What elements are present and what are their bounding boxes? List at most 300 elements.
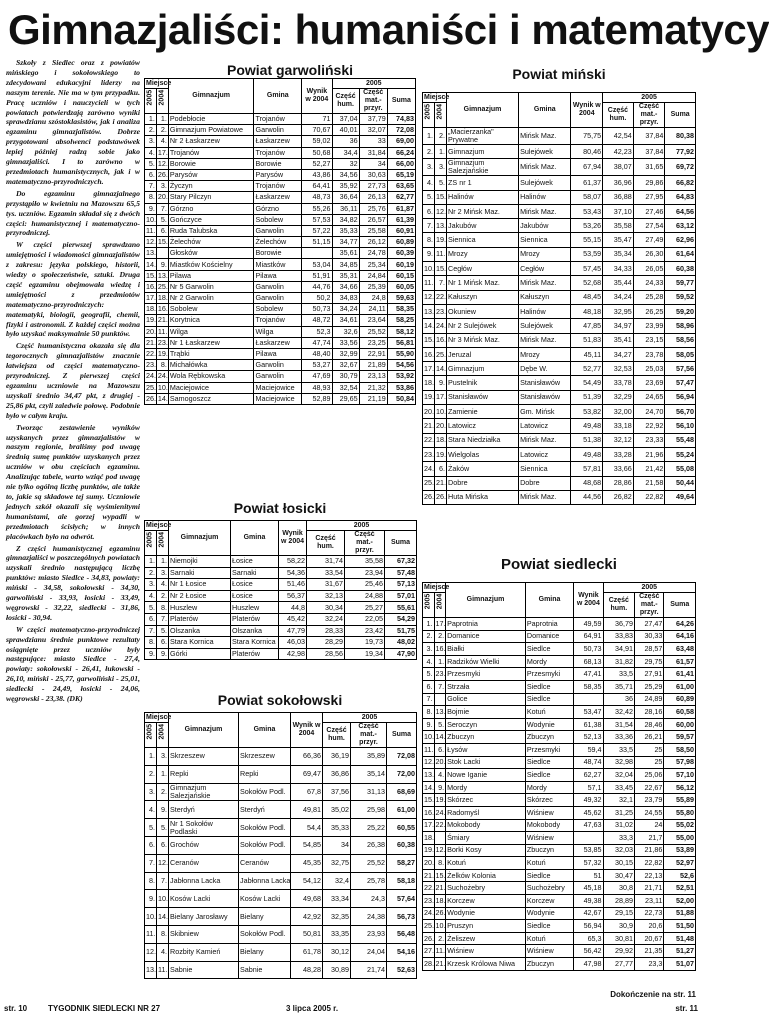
table-row bbox=[423, 706, 696, 719]
cell-score-2004: 57,53 bbox=[302, 214, 332, 225]
table-row bbox=[145, 125, 416, 136]
cell-school-name: Trojanów bbox=[168, 147, 254, 158]
cell-score-hum: 36,88 bbox=[603, 190, 634, 204]
cell-rank-2005: 25. bbox=[423, 920, 435, 933]
cell-score-hum: 34,77 bbox=[332, 237, 359, 248]
section-title: Powiat garwoliński bbox=[226, 62, 354, 78]
cell-school-name: Śmiary bbox=[446, 832, 526, 845]
cell-score-sum: 60,15 bbox=[387, 270, 415, 281]
table-row bbox=[423, 304, 696, 318]
cell-rank-2005: 6. bbox=[145, 836, 157, 854]
cell-rank-2004: 1. bbox=[156, 114, 168, 125]
table-row bbox=[423, 819, 696, 832]
table-row bbox=[145, 136, 416, 147]
cell-score-mat: 24,38 bbox=[351, 908, 387, 926]
cell-score-sum: 64,16 bbox=[664, 630, 696, 643]
cell-score-sum: 61,39 bbox=[387, 214, 415, 225]
cell-school-name: Nr 2 Mińsk Maz. bbox=[447, 204, 519, 218]
cell-rank-2004: 11. bbox=[435, 247, 447, 261]
cell-score-2004: 53,85 bbox=[574, 844, 603, 857]
cell-score-sum: 58,56 bbox=[665, 333, 696, 347]
cell-score-sum: 55,90 bbox=[387, 348, 415, 359]
table-row bbox=[145, 819, 417, 837]
cell-school-name: Bojmie bbox=[446, 706, 526, 719]
cell-score-sum: 56,12 bbox=[664, 781, 696, 794]
header-gimnazjum: Gimnazjum bbox=[168, 79, 254, 114]
table-row bbox=[423, 204, 696, 218]
cell-score-2004: 66,36 bbox=[291, 748, 323, 766]
cell-score-2004: 47,69 bbox=[302, 371, 332, 382]
cell-gmina: Mrozy bbox=[519, 247, 571, 261]
table-row bbox=[145, 237, 416, 248]
cell-score-hum: 32,67 bbox=[332, 360, 359, 371]
cell-score-mat: 25,03 bbox=[633, 362, 665, 376]
cell-score-hum: 29,15 bbox=[603, 907, 634, 920]
header-miejsce: Miejsce bbox=[424, 93, 450, 101]
cell-score-hum: 32,95 bbox=[603, 304, 634, 318]
cell-score-hum: 36,96 bbox=[603, 176, 634, 190]
cell-score-mat: 21,19 bbox=[359, 393, 387, 404]
cell-rank-2004 bbox=[156, 248, 168, 259]
cell-score-hum: 34,66 bbox=[332, 281, 359, 292]
cell-score-sum: 61,00 bbox=[664, 680, 696, 693]
header-suma: Suma bbox=[385, 531, 417, 556]
cell-score-2004: 47,63 bbox=[574, 819, 603, 832]
cell-score-hum: 35,61 bbox=[332, 248, 359, 259]
cell-score-mat: 22,67 bbox=[635, 781, 664, 794]
cell-score-mat: 24,65 bbox=[633, 390, 665, 404]
table-row bbox=[423, 693, 696, 706]
table-row bbox=[423, 769, 696, 782]
cell-rank-2004: 19. bbox=[157, 349, 168, 359]
cell-score-sum: 59,63 bbox=[387, 293, 415, 304]
cell-rank-2004: 18. bbox=[157, 293, 168, 303]
cell-rank-2004: 14. bbox=[157, 908, 169, 926]
cell-rank-2004: 19. bbox=[434, 794, 446, 807]
cell-rank-2005: 18. bbox=[423, 832, 435, 845]
cell-score-2004: 71 bbox=[302, 114, 332, 125]
cell-rank-2005: 8. bbox=[145, 192, 157, 203]
table-row bbox=[145, 925, 417, 943]
cell-rank-2004: 3. bbox=[157, 567, 169, 579]
cell-school-name: Radzików Wielki bbox=[446, 655, 526, 668]
cell-score-sum: 69,00 bbox=[387, 136, 415, 147]
cell-rank-2005: 23. bbox=[423, 447, 435, 461]
cell-score-mat: 29,75 bbox=[635, 655, 664, 668]
cell-gmina: Trojanów bbox=[254, 114, 302, 125]
cell-score-mat: 25,78 bbox=[351, 872, 387, 890]
cell-rank-2005: 17. bbox=[423, 362, 435, 376]
cell-score-2004: 48,18 bbox=[571, 304, 603, 318]
cell-gmina: Sokołów Podl. bbox=[239, 836, 291, 854]
cell-score-mat: 26,38 bbox=[351, 836, 387, 854]
cell-rank-2004: 13. bbox=[157, 270, 168, 280]
cell-score-sum: 66,82 bbox=[665, 176, 696, 190]
cell-rank-2005: 6. bbox=[145, 169, 157, 180]
cell-rank-2004: 9. bbox=[157, 801, 169, 819]
cell-rank-2005: 2. bbox=[423, 145, 435, 159]
cell-rank-2004: 15. bbox=[157, 237, 168, 247]
cell-score-hum: 32,98 bbox=[603, 756, 634, 769]
table-body bbox=[423, 128, 696, 505]
cell-rank-2005: 25. bbox=[423, 476, 435, 490]
cell-rank-2004: 26. bbox=[434, 907, 446, 920]
table-row bbox=[423, 159, 696, 176]
table-row bbox=[145, 765, 417, 783]
cell-rank-2004: 16. bbox=[435, 333, 447, 347]
cell-score-sum: 65,19 bbox=[387, 169, 415, 180]
cell-score-mat: 23,33 bbox=[633, 433, 665, 447]
cell-rank-2004: 9. bbox=[434, 781, 446, 794]
cell-gmina: Przesmyki bbox=[525, 668, 573, 681]
cell-gmina: Platerów bbox=[231, 613, 279, 625]
cell-gmina: Siedlce bbox=[525, 756, 573, 769]
cell-score-mat: 19,34 bbox=[345, 648, 385, 660]
cell-rank-2005: 6. bbox=[145, 613, 157, 625]
table-body bbox=[145, 114, 416, 405]
table-row bbox=[423, 447, 696, 461]
cell-rank-2004: 5. bbox=[156, 214, 168, 225]
cell-rank-2004: 10. bbox=[157, 890, 169, 908]
table-section-minski bbox=[422, 66, 696, 505]
cell-rank-2004: 15. bbox=[434, 869, 446, 882]
table-row bbox=[423, 176, 696, 190]
cell-score-mat: 21,42 bbox=[633, 462, 665, 476]
header-czesc-mat: Część mat.- przyr. bbox=[635, 593, 664, 618]
cell-score-sum: 61,41 bbox=[664, 668, 696, 681]
cell-school-name: Życzyn bbox=[168, 181, 254, 192]
cell-score-hum: 32,00 bbox=[603, 405, 634, 419]
cell-school-name: Sarnaki bbox=[169, 567, 231, 579]
cell-score-sum: 63,12 bbox=[665, 219, 696, 233]
header-gimnazjum: Gimnazjum bbox=[447, 93, 519, 128]
cell-school-name: Skrzeszew bbox=[169, 748, 239, 766]
cell-rank-2005: 13. bbox=[423, 304, 435, 318]
table-row bbox=[145, 248, 416, 259]
cell-rank-2004: 10. bbox=[434, 920, 446, 933]
cell-gmina: Łosice bbox=[231, 590, 279, 602]
cell-score-2004: 55,26 bbox=[302, 203, 332, 214]
cell-school-name: Domanice bbox=[446, 630, 526, 643]
cell-rank-2004: 23. bbox=[157, 337, 168, 347]
cell-score-sum: 63,65 bbox=[387, 181, 415, 192]
cell-rank-2005: 12. bbox=[423, 756, 435, 769]
cell-school-name: Gimnazjum Salezjańskie bbox=[447, 159, 519, 176]
table-row bbox=[423, 958, 696, 971]
cell-score-mat: 25,06 bbox=[635, 769, 664, 782]
cell-school-name: Trąbki bbox=[168, 348, 254, 359]
cell-score-mat: 25,52 bbox=[359, 326, 387, 337]
cell-score-mat: 33 bbox=[359, 136, 387, 147]
cell-rank-2005: 9. bbox=[145, 648, 157, 660]
cell-score-hum: 42,54 bbox=[603, 128, 634, 145]
header-year-2005: 2005 bbox=[145, 89, 157, 114]
cell-score-2004: 49,32 bbox=[574, 794, 603, 807]
cell-school-name: Dobre bbox=[447, 476, 519, 490]
cell-score-mat: 24,8 bbox=[359, 293, 387, 304]
cell-score-2004: 49,81 bbox=[291, 801, 323, 819]
cell-gmina: Garwolin bbox=[254, 281, 302, 292]
cell-score-sum: 74,83 bbox=[387, 114, 415, 125]
table-section-garwolinski bbox=[144, 62, 416, 405]
header-czesc-mat: Część mat.- przyr. bbox=[359, 89, 387, 114]
cell-rank-2005: 7. bbox=[145, 181, 157, 192]
cell-gmina: Siedlce bbox=[525, 920, 573, 933]
cell-score-sum: 60,89 bbox=[664, 693, 696, 706]
cell-school-name: Pilawa bbox=[168, 270, 254, 281]
table-row bbox=[423, 945, 696, 958]
cell-score-2004: 68,13 bbox=[574, 655, 603, 668]
article-paragraph: Tworząc zestawienie wyników uzyskanych przez gimnazjalistów w naszym regionie, braliśmy pod uwagę średnią sumę punktów uzyskanych przez uczniów w obu częściach egzaminu. Analizując tabele, warto wziąć pod uwagę nie tylko ogólną liczbę punktów, ale także to, jakie są składowe tej sumy. Uczniowie jednych szkół okazali się wyśmienitymi humanistami, ale gorzej wypadli w przedmiotach ścisłych; w innych placówkach było na odwrót. bbox=[6, 422, 140, 541]
cell-school-name: Michałówka bbox=[168, 360, 254, 371]
cell-gmina: Siedlce bbox=[525, 693, 573, 706]
table-section-sokolowski bbox=[144, 692, 416, 979]
cell-school-name: Paprotnia bbox=[446, 618, 526, 631]
cell-gmina: Repki bbox=[239, 765, 291, 783]
cell-score-2004: 45,62 bbox=[574, 806, 603, 819]
header-gmina: Gmina bbox=[254, 79, 302, 114]
cell-rank-2004: 17. bbox=[435, 390, 447, 404]
cell-score-mat: 24,3 bbox=[351, 890, 387, 908]
cell-gmina: Zbuczyn bbox=[525, 731, 573, 744]
cell-gmina: Huszlew bbox=[231, 602, 279, 614]
cell-school-name: Przesmyki bbox=[446, 668, 526, 681]
cell-rank-2005: 11. bbox=[423, 276, 435, 290]
cell-gmina: Trojanów bbox=[254, 181, 302, 192]
cell-rank-2004: 26. bbox=[157, 170, 168, 180]
cell-score-mat: 24 bbox=[635, 819, 664, 832]
cell-score-mat: 35,14 bbox=[351, 765, 387, 783]
cell-score-sum: 72,00 bbox=[387, 765, 417, 783]
cell-school-name: Górzno bbox=[168, 203, 254, 214]
cell-score-hum: 30,15 bbox=[603, 857, 634, 870]
table-row bbox=[423, 262, 696, 276]
cell-score-hum: 31,74 bbox=[307, 556, 345, 568]
cell-rank-2005: 6. bbox=[423, 680, 435, 693]
results-table bbox=[144, 520, 417, 660]
header-year-2005: 2005 bbox=[145, 723, 157, 748]
cell-school-name: Zamienie bbox=[447, 405, 519, 419]
cell-school-name: Nr 2 Łaskarzew bbox=[168, 136, 254, 147]
article-paragraph: W części pierwszej sprawdzano umiejętności i wiadomości gimnazjalistów z zakresu: języka polskiego, historii, wiedzy o społeczeństwie, sztuki. Druga część egzaminu obejmowała wiedzę i umiejętności z przedmiotów matematyczno-przyrodniczych: matematyki, biologii, geografii, chemii, fizyki i astronomii. Z każdej części można było uzyskać maksymalnie 50 punktów. bbox=[6, 240, 140, 339]
cell-score-sum: 69,72 bbox=[665, 159, 696, 176]
cell-rank-2004: 15. bbox=[435, 262, 447, 276]
cell-score-hum: 37,56 bbox=[323, 783, 351, 801]
cell-school-name: Stary Pilczyn bbox=[168, 192, 254, 203]
table-row bbox=[423, 618, 696, 631]
cell-rank-2005: 3. bbox=[145, 136, 157, 147]
cell-score-sum: 60,89 bbox=[387, 237, 415, 248]
cell-school-name: Stanisławów bbox=[447, 390, 519, 404]
cell-score-mat: 24,84 bbox=[359, 270, 387, 281]
table-row bbox=[145, 158, 416, 169]
cell-rank-2004: 4. bbox=[156, 136, 168, 147]
cell-score-hum: 31,67 bbox=[307, 579, 345, 591]
cell-score-hum: 33,36 bbox=[603, 731, 634, 744]
cell-score-2004: 58,07 bbox=[571, 190, 603, 204]
cell-gmina: Zbuczyn bbox=[525, 844, 573, 857]
header-wynik: Wynik w 2004 bbox=[571, 93, 603, 128]
table-row bbox=[145, 214, 416, 225]
cell-rank-2004: 1. bbox=[435, 145, 447, 159]
cell-school-name: Jakubów bbox=[447, 219, 519, 233]
cell-score-hum: 32,03 bbox=[603, 844, 634, 857]
cell-rank-2004: 6. bbox=[157, 637, 169, 649]
cell-score-hum: 31,25 bbox=[603, 806, 634, 819]
cell-score-mat: 23,69 bbox=[633, 376, 665, 390]
cell-score-sum: 52,51 bbox=[664, 882, 696, 895]
cell-score-2004: 53,47 bbox=[574, 706, 603, 719]
table-body bbox=[423, 618, 696, 971]
cell-rank-2005: 22. bbox=[423, 433, 435, 447]
cell-score-sum: 50,84 bbox=[387, 393, 415, 404]
cell-score-hum: 35,71 bbox=[603, 680, 634, 693]
cell-rank-2005: 19. bbox=[423, 390, 435, 404]
cell-score-2004: 70,67 bbox=[302, 125, 332, 136]
cell-school-name: Nr 1 Mińsk Maz. bbox=[447, 276, 519, 290]
cell-score-sum: 59,20 bbox=[665, 304, 696, 318]
results-table bbox=[144, 78, 416, 405]
cell-score-mat: 34 bbox=[359, 158, 387, 169]
cell-score-sum: 54,16 bbox=[387, 943, 417, 961]
cell-gmina: Skrzeszew bbox=[239, 748, 291, 766]
cell-rank-2004: 19. bbox=[435, 447, 447, 461]
table-row bbox=[145, 637, 417, 649]
cell-score-2004: 45,42 bbox=[279, 613, 307, 625]
cell-gmina: Pilawa bbox=[254, 270, 302, 281]
cell-school-name: Grochów bbox=[169, 836, 239, 854]
cell-rank-2005: 21. bbox=[146, 337, 156, 347]
cell-rank-2004: 11. bbox=[157, 961, 169, 979]
cell-score-2004: 53,04 bbox=[302, 259, 332, 270]
cell-gmina: Garwolin bbox=[254, 293, 302, 304]
cell-rank-2005: 7. bbox=[423, 693, 435, 706]
cell-score-2004: 47,41 bbox=[574, 668, 603, 681]
cell-gmina: Maciejowice bbox=[254, 382, 302, 393]
cell-score-hum: 35,92 bbox=[332, 181, 359, 192]
cell-score-mat: 25,39 bbox=[359, 281, 387, 292]
cell-score-mat: 24,04 bbox=[351, 943, 387, 961]
cell-score-hum: 34,82 bbox=[332, 214, 359, 225]
cell-score-hum: 34,83 bbox=[332, 293, 359, 304]
table-row bbox=[423, 882, 696, 895]
table-section-siedlecki bbox=[422, 556, 696, 971]
cell-score-hum: 35,31 bbox=[332, 270, 359, 281]
cell-score-mat: 21,86 bbox=[635, 844, 664, 857]
cell-rank-2005: 25. bbox=[146, 382, 156, 392]
header-czesc-mat: Część mat.- przyr. bbox=[345, 531, 385, 556]
cell-score-hum: 30,12 bbox=[323, 943, 351, 961]
table-row bbox=[423, 145, 696, 159]
cell-rank-2005: 4. bbox=[423, 176, 435, 190]
cell-score-2004: 65,3 bbox=[574, 932, 603, 945]
cell-score-mat: 22,91 bbox=[359, 348, 387, 359]
cell-school-name: Kałuszyn bbox=[447, 290, 519, 304]
cell-rank-2005: 23. bbox=[423, 895, 435, 908]
cell-score-2004: 61,37 bbox=[571, 176, 603, 190]
cell-rank-2005: 3. bbox=[145, 783, 157, 801]
cell-rank-2004: 13. bbox=[435, 219, 447, 233]
cell-score-sum: 52,97 bbox=[664, 857, 696, 870]
cell-score-2004: 51,15 bbox=[302, 237, 332, 248]
table-row bbox=[145, 648, 417, 660]
cell-rank-2004: 6. bbox=[157, 836, 169, 854]
cell-score-sum: 58,50 bbox=[664, 743, 696, 756]
cell-score-sum: 61,87 bbox=[387, 203, 415, 214]
cell-score-mat: 31,84 bbox=[359, 147, 387, 158]
cell-score-mat: 30,33 bbox=[635, 630, 664, 643]
cell-school-name: Żelków Kolonia bbox=[446, 869, 526, 882]
cell-rank-2004: 9. bbox=[435, 376, 447, 390]
cell-gmina: Dobre bbox=[519, 476, 571, 490]
cell-score-2004: 44,8 bbox=[279, 602, 307, 614]
cell-score-sum: 52,63 bbox=[387, 961, 417, 979]
cell-rank-2004: 25. bbox=[435, 347, 447, 361]
cell-score-hum: 35,34 bbox=[603, 247, 634, 261]
results-table bbox=[422, 582, 696, 971]
cell-school-name: Parysów bbox=[168, 169, 254, 180]
cell-gmina: Bielany bbox=[239, 943, 291, 961]
cell-score-2004: 64,41 bbox=[302, 181, 332, 192]
cell-school-name: Nowe Iganie bbox=[446, 769, 526, 782]
header-gmina: Gmina bbox=[239, 713, 291, 748]
cell-gmina: Parysów bbox=[254, 169, 302, 180]
header-czesc-hum: Część hum. bbox=[603, 103, 634, 128]
cell-score-2004: 52,13 bbox=[574, 731, 603, 744]
cell-score-hum: 33,5 bbox=[603, 668, 634, 681]
cell-score-mat: 22,05 bbox=[345, 613, 385, 625]
cell-school-name: Sabnie bbox=[169, 961, 239, 979]
cell-score-hum: 32,29 bbox=[603, 390, 634, 404]
cell-gmina: Stanisławów bbox=[519, 376, 571, 390]
cell-gmina: Łosice bbox=[231, 579, 279, 591]
cell-score-sum: 54,29 bbox=[385, 613, 417, 625]
cell-score-mat: 37,84 bbox=[633, 145, 665, 159]
cell-score-mat: 25,27 bbox=[345, 602, 385, 614]
header-suma: Suma bbox=[665, 103, 696, 128]
section-title: Powiat łosicki bbox=[233, 500, 327, 516]
cell-rank-2005: 15. bbox=[146, 270, 156, 280]
cell-school-name: Skórzec bbox=[446, 794, 526, 807]
cell-score-hum: 27,77 bbox=[603, 958, 634, 971]
cell-rank-2005: 9. bbox=[423, 247, 435, 261]
cell-school-name: Mordy bbox=[446, 781, 526, 794]
cell-score-2004: 56,42 bbox=[574, 945, 603, 958]
cell-rank-2004: 7. bbox=[434, 680, 446, 693]
table-row bbox=[423, 869, 696, 882]
cell-score-mat: 24,89 bbox=[635, 693, 664, 706]
cell-rank-2005: 2. bbox=[145, 125, 157, 136]
cell-score-sum: 59,57 bbox=[664, 731, 696, 744]
cell-score-2004 bbox=[302, 248, 332, 259]
header-year-2004: 2004 bbox=[156, 89, 168, 114]
cell-score-hum: 30,89 bbox=[323, 961, 351, 979]
cell-score-hum: 36,86 bbox=[323, 765, 351, 783]
table-row bbox=[423, 743, 696, 756]
table-row bbox=[423, 794, 696, 807]
cell-score-2004: 69,47 bbox=[291, 765, 323, 783]
table-row bbox=[145, 801, 417, 819]
cell-gmina: Gm. Mińsk bbox=[519, 405, 571, 419]
cell-score-sum: 58,27 bbox=[387, 854, 417, 872]
cell-score-hum: 29,65 bbox=[332, 393, 359, 404]
cell-score-sum: 58,35 bbox=[387, 304, 415, 315]
cell-rank-2005: 23. bbox=[146, 360, 156, 370]
cell-rank-2005: 20. bbox=[423, 857, 435, 870]
cell-rank-2005: 1. bbox=[145, 556, 157, 568]
cell-score-mat: 27,91 bbox=[635, 668, 664, 681]
cell-score-mat: 37,79 bbox=[359, 114, 387, 125]
